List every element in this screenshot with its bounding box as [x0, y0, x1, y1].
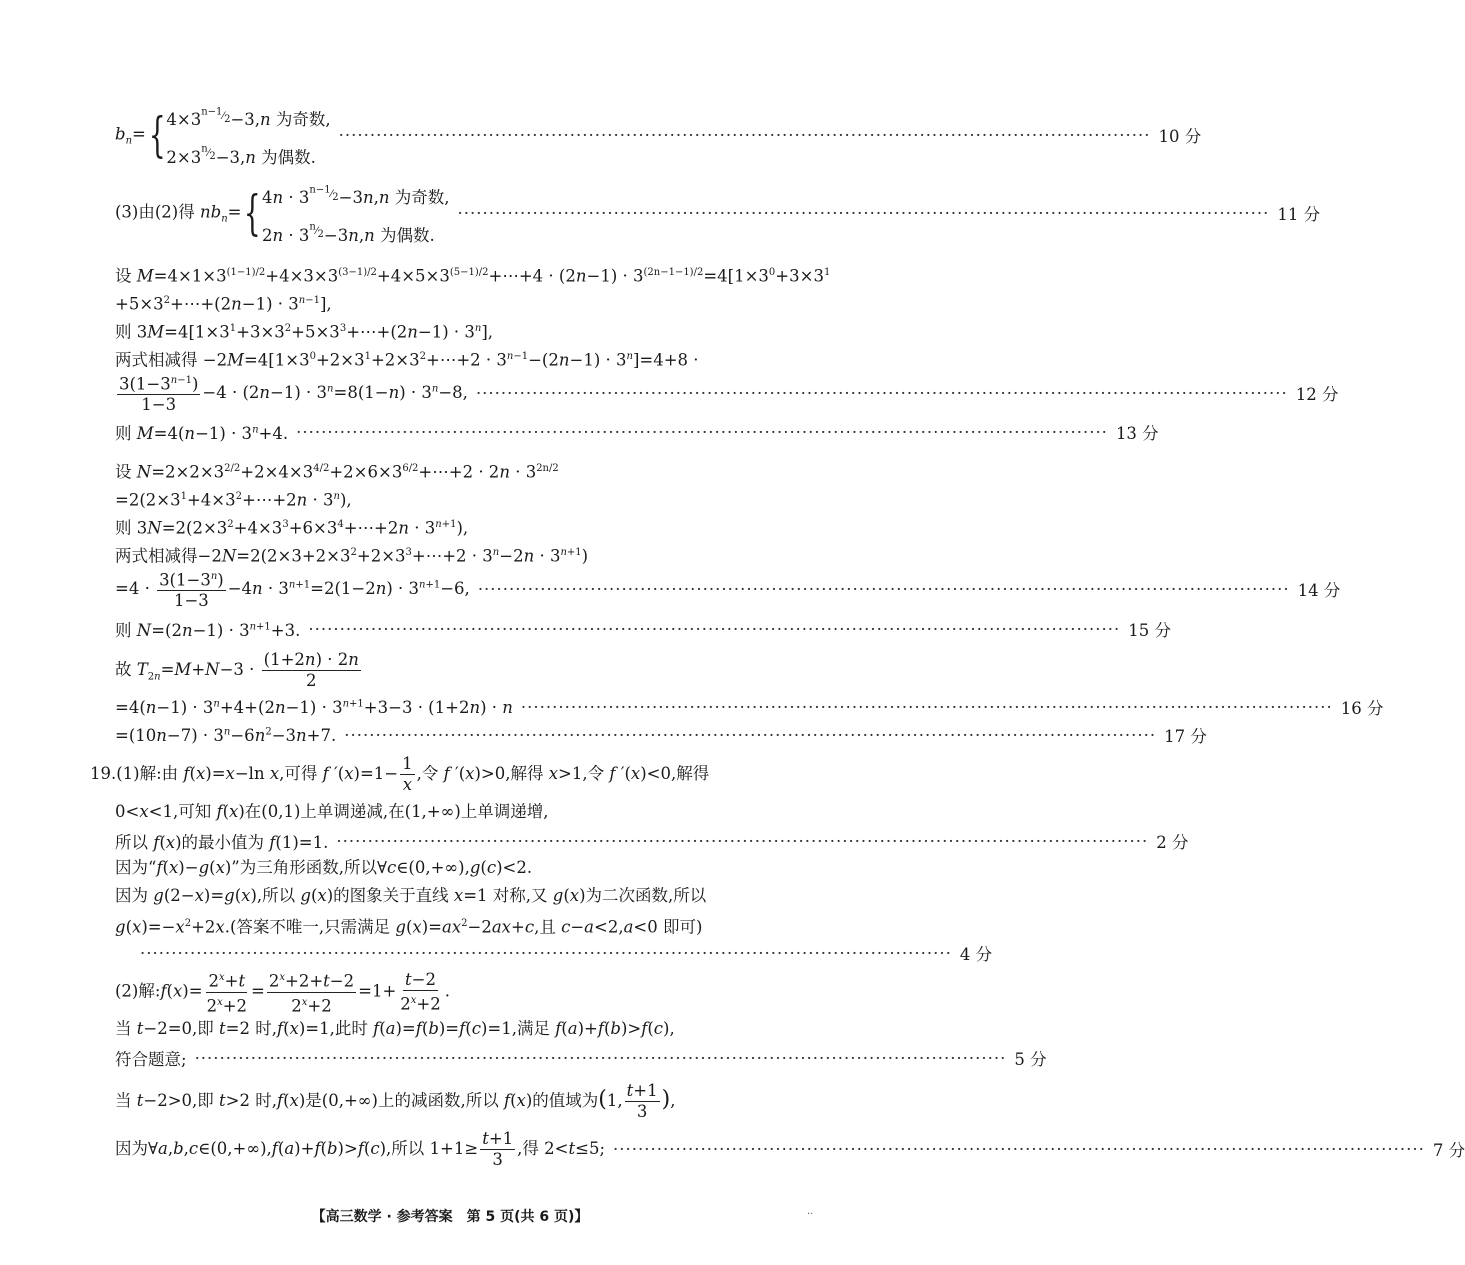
score-leader-dots: ··································································································································	[457, 203, 1270, 223]
q19-part1-line-2: 0<x<1,可知 f(x)在(0,1)上单调递减,在(1,+∞)上单调递增,	[115, 802, 549, 821]
q19-g-answer-line: $g(x)=-x^2+2x$.(答案不唯一,只需满足 $g(x)=ax^2-2ax+c$,且 c−a<2,a<0 即可)	[115, 917, 703, 937]
score-leader-dots: ··································································································································	[477, 579, 1290, 599]
t2n-final-row	[115, 723, 1207, 747]
m-subtract-line: 两式相减得 $-2M=4[1\times 3^0+2\times 3^1+2\times 3^2+\cdots+2 \cdot 3^{n-1}-(2n-1) \cdot 3^n]=4+8$ ·	[115, 350, 699, 370]
3n-line: 则 $3N=2(2\times 3^2+4\times 3^3+6\times 3^4+\cdots+2n \cdot 3^{n+1})$,	[115, 518, 469, 538]
t2n-expand-formula: $=4(n-1) \cdot 3^n+4+(2n-1) \cdot 3^{n+1}+3-3 \cdot (1+2n) \cdot n$	[115, 697, 513, 717]
n-subtract-line: 两式相减得$-2N=2(2\times 3+2\times 3^2+2\times 3^3+\cdots+2 \cdot 3^n-2n \cdot 3^{n+1})$	[115, 546, 589, 566]
t2n-expand-row	[115, 695, 1384, 719]
score-16: 16 分	[1340, 699, 1384, 718]
n-definition-line-2: $=2(2\times 3^1+4\times 3^2+\cdots+2n \cdot 3^n)$,	[115, 490, 352, 510]
score-12: 12 分	[1295, 385, 1339, 404]
page-footer: 【高三数学 · 参考答案 第 5 页(共 6 页)】	[311, 1209, 589, 1225]
score-17: 17 分	[1164, 727, 1207, 746]
m-final-row	[115, 420, 1159, 444]
t2n-line: 故 $T_{2n}=M+N-3$ · $\frac{(1+2n) \cdot 2n}{2}$	[115, 650, 359, 690]
score-leader-dots: ··································································································································	[308, 619, 1121, 639]
nbn-formula: (3)由(2)得 $nb_n=${ $4n \cdot 3^{^{n-1}⁄_2}-3n,n$ 为奇数, $2n \cdot 3^{^n⁄_2}-3n,n$ 为偶数.	[115, 184, 450, 245]
score-leader-dots: ··································································································································	[336, 831, 1149, 851]
score-leader-dots: ··································································································································	[344, 725, 1157, 745]
score-leader-dots: ··································································································································	[296, 422, 1108, 442]
q19-score4-row	[140, 941, 993, 965]
q19-case1-conclusion: 符合题意;	[115, 1050, 187, 1069]
bn-piecewise-row	[115, 100, 1202, 170]
q19-min-text: 所以 f(x)的最小值为 f(1)=1.	[115, 833, 329, 852]
n-result-formula: =4 · $\frac{3(1-3^n)}{1-3}$ $-4n \cdot 3^{n+1}=2(1-2n) \cdot 3^{n+1}-6$,	[115, 567, 470, 612]
score-19-4: 4 分	[959, 945, 993, 964]
3m-line: 则 $3M=4[1\times 3^1+3\times 3^2+5\times 3^3+\cdots+(2n-1) \cdot 3^n]$,	[115, 322, 494, 342]
score-leader-dots: ··································································································································	[194, 1048, 1007, 1068]
score-leader-dots: ··································································································································	[475, 383, 1288, 403]
m-result-formula: $\frac{3(1-3^{n-1})}{1-3}$ $-4 \cdot (2n-1) \cdot 3^n=8(1-n) \cdot 3^n-8$,	[115, 371, 468, 416]
score-19-5: 5 分	[1014, 1050, 1047, 1069]
score-leader-dots: ··································································································································	[338, 125, 1151, 145]
q19-case2-line: 当 t−2>0,即 t>2 时,f(x)是(0,+∞)上的减函数,所以 f(x)的值域为(1, $\frac{t+1}{3}$ ),	[115, 1081, 676, 1121]
q19-case1-line: 当 t−2=0,即 t=2 时,f(x)=1,此时 f(a)=f(b)=f(c)=1,满足 f(a)+f(b)>f(c),	[115, 1019, 675, 1038]
score-13: 13 分	[1115, 424, 1159, 443]
bn-formula: $b_n=${ $4\times 3^{^{n-1}⁄_2}-3,n$ 为奇数, $2\times 3^{^n⁄_2}-3,n$ 为偶数.	[115, 106, 331, 167]
nbn-piecewise-row	[115, 178, 1321, 248]
q19-case2-result: 因为∀a,b,c∈(0,+∞),f(a)+f(b)>f(c),所以 1+1≥ $\frac{t+1}{3}$ ,得 2<t≤5;	[115, 1128, 606, 1169]
t2n-final-formula: $=(10n-7) \cdot 3^n-6n^2-3n+7$.	[115, 725, 337, 745]
corner-mark: ..	[807, 1206, 814, 1217]
m-definition-line-2: $+5\times 3^2+\cdots+(2n-1) \cdot 3^{n-1}$],	[115, 294, 332, 314]
score-10: 10 分	[1158, 127, 1202, 146]
q19-case2-score-row	[115, 1126, 1465, 1172]
score-19-2: 2 分	[1156, 833, 1189, 852]
score-leader-dots: ··································································································································	[140, 943, 952, 963]
q19-triangle-line: 因为“f(x)−g(x)”为三角形函数,所以∀c∈(0,+∞),g(c)<2.	[115, 858, 533, 877]
score-19-7: 7 分	[1432, 1141, 1465, 1160]
q19-part1-line-1: 19.(1)解:由 f(x)=x−ln x,可得 f ′(x)=1− $\frac{1}{x}$ ,令 f ′(x)>0,解得 x>1,令 f ′(x)<0,解得	[90, 754, 710, 794]
q19-part2-line: (2)解:f(x)= $\frac{2^x+t}{2^x+2}$ = $\frac{2^x+2+t-2}{2^x+2}$ =1+ $\frac{t-2}{2^x+2}$ .	[115, 969, 450, 1015]
n-result-row	[115, 566, 1341, 612]
m-definition-line-1: 设 $M=4\times 1\times 3^{(1-1)/2}+4\times 3\times 3^{(3-1)/2}+4\times 5\times 3^{(5-1)/2}+\cdots+4 \cdot (2n-1) \cdot 3^{(2n-1-1)/2}=4[1\times 3^0+3\times 3^1$	[115, 266, 831, 286]
q19-min-row	[115, 829, 1189, 853]
n-definition-line-1: 设 $N=2\times 2\times 3^{2/2}+2\times 4\times 3^{4/2}+2\times 6\times 3^{6/2}+\cdots+2 \cdot 2n \cdot 3^{2n/2}$	[115, 462, 559, 482]
m-result-row	[115, 370, 1339, 416]
n-final-row	[115, 617, 1171, 641]
score-14: 14 分	[1297, 581, 1341, 600]
score-leader-dots: ··································································································································	[613, 1139, 1425, 1159]
m-final-formula: 则 $M=4(n-1) \cdot 3^n+4$.	[115, 424, 289, 443]
score-11: 11 分	[1277, 205, 1321, 224]
score-leader-dots: ··································································································································	[520, 697, 1333, 717]
q19-symmetry-line: 因为 g(2−x)=g(x),所以 g(x)的图象关于直线 x=1 对称,又 g(x)为二次函数,所以	[115, 886, 707, 905]
n-final-formula: 则 $N=(2n-1) \cdot 3^{n+1}+3$.	[115, 621, 301, 640]
q19-case1-score-row	[115, 1046, 1047, 1070]
score-15: 15 分	[1128, 621, 1171, 640]
